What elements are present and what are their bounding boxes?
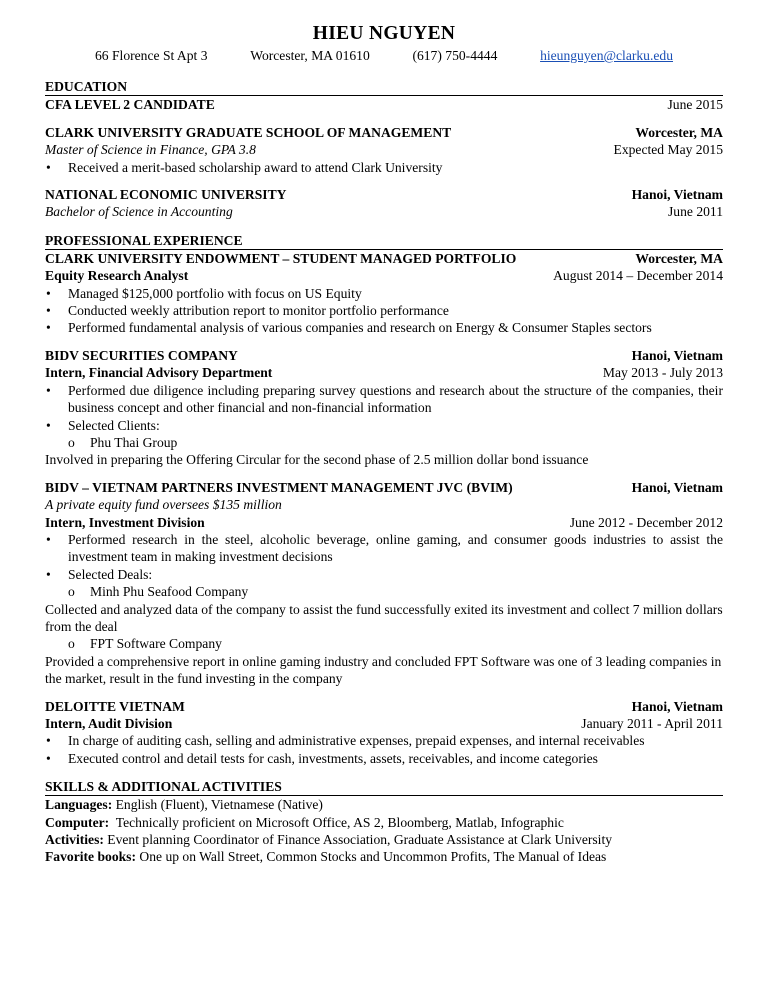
list-item: • Performed research in the steel, alcoholic beverage, online gaming, and consumer goods industries to assist the investment team in making investment decisions [45,531,723,566]
bidv-sec-location: Hanoi, Vietnam [631,347,723,363]
email-link[interactable]: hieunguyen@clarku.edu [540,48,673,63]
education-heading: EDUCATION [45,78,723,96]
bvim-company: BIDV – VIETNAM PARTNERS INVESTMENT MANAGEMENT JVC (BVIM) [45,479,513,495]
skill-activities [45,831,723,848]
endowment-bullets [45,285,723,337]
skills-heading: SKILLS & ADDITIONAL ACTIVITIES [45,778,723,796]
bidv-sec-company: BIDV SECURITIES COMPANY [45,347,238,363]
deloitte-bullets [45,732,723,767]
clark-row [45,124,723,141]
bidv-sec-bullets [45,382,723,434]
endowment-role: Equity Research Analyst [45,268,189,284]
list-item: • Conducted weekly attribution report to monitor portfolio performance [45,302,723,319]
bvim-location: Hanoi, Vietnam [631,479,723,495]
skill-value: One up on Wall Street, Common Stocks and Uncommon Profits, The Manual of Ideas [136,849,607,865]
deloitte-role: Intern, Audit Division [45,716,173,731]
resume-page [45,22,723,866]
deal-name: Minh Phu Seafood Company [90,584,249,600]
bidv-sec-note: Involved in preparing the Offering Circular for the second phase of 2.5 million dollar bond issuance [45,452,589,468]
resume-name: HIEU NGUYEN [312,23,456,44]
bidv-sec-dates: May 2013 - July 2013 [602,365,723,381]
neu-school: NATIONAL ECONOMIC UNIVERSITY [45,187,287,203]
list-item: • Received a merit-based scholarship award to attend Clark University [45,159,723,176]
clark-degree: Master of Science in Finance, GPA 3.8 [45,142,256,158]
bidv-sec-role-row [45,364,723,381]
skill-value: Event planning Coordinator of Finance Association, Graduate Assistance at Clark University [103,832,613,848]
sub-list-item: o Minh Phu Seafood Company [68,584,249,600]
deloitte-company: DELOITTE VIETNAM [45,698,185,714]
sub-list-item: o Phu Thai Group [68,434,178,450]
clark-degree-row [45,141,723,158]
contact-line [45,47,723,64]
clark-school: CLARK UNIVERSITY GRADUATE SCHOOL OF MANAGEMENT [45,124,452,140]
bidv-sec-role: Intern, Financial Advisory Department [45,365,273,381]
bidv-sec-row [45,347,723,364]
cfa-date: June 2015 [667,97,723,113]
clark-date: Expected May 2015 [613,142,723,158]
skill-languages [45,796,723,813]
bvim-role-row [45,514,723,531]
phone: (617) 750-4444 [412,48,498,63]
endowment-location: Worcester, MA [635,250,723,266]
deloitte-location: Hanoi, Vietnam [631,698,723,714]
skill-label: Languages: [45,797,113,813]
cfa-name: CFA LEVEL 2 CANDIDATE [45,97,215,113]
deloitte-role-row [45,715,723,732]
bvim-bullets [45,531,723,583]
deal-name: FPT Software Company [90,636,222,652]
list-item: • Selected Clients: [45,417,723,434]
neu-degree-row [45,203,723,220]
neu-location: Hanoi, Vietnam [631,187,723,203]
sub-list-item: o FPT Software Company [68,636,222,652]
endowment-role-row [45,267,723,284]
list-item: • Selected Deals: [45,566,723,583]
endowment-row [45,250,723,267]
clark-location: Worcester, MA [635,124,723,140]
list-item: • Performed fundamental analysis of various companies and research on Energy & Consumer Staples sectors [45,319,723,336]
skill-value: Technically proficient on Microsoft Office, AS 2, Bloomberg, Matlab, Infographic [109,814,564,830]
deloitte-dates: January 2011 - April 2011 [581,716,723,731]
list-item: • Executed control and detail tests for cash, investments, assets, receivables, and income categories [45,750,723,767]
city: Worcester, MA 01610 [250,48,370,63]
client-name: Phu Thai Group [90,434,178,450]
list-item: • Performed due diligence including preparing survey questions and research about the structure of the companies, their business concept and other financial and non-financial information [45,382,723,417]
bvim-note-2: Provided a comprehensive report in online gaming industry and concluded FPT Software was one of 3 leading companies in the market, result in the fund investing in the company [45,653,722,687]
bvim-tagline: A private equity fund oversees $135 million [45,497,282,513]
bvim-note-1: Collected and analyzed data of the company to assist the fund successfully exited its investment and collect 7 million dollars from the deal [45,601,723,634]
skill-label: Favorite books: [45,849,136,865]
cfa-row [45,96,723,113]
list-item: • In charge of auditing cash, selling and administrative expenses, prepaid expenses, and internal receivables [45,732,723,749]
deloitte-row [45,698,723,715]
skill-label: Activities: [45,832,104,848]
list-item: • Managed $125,000 portfolio with focus on US Equity [45,285,723,302]
neu-degree: Bachelor of Science in Accounting [45,204,233,220]
skill-computer [45,814,723,831]
bvim-role: Intern, Investment Division [45,514,205,530]
bvim-dates: June 2012 - December 2012 [569,514,723,530]
neu-date: June 2011 [668,204,723,220]
skill-books [45,848,723,865]
skill-value: English (Fluent), Vietnamese (Native) [112,797,323,813]
address: 66 Florence St Apt 3 [95,48,208,63]
skill-label: Computer: [45,814,110,830]
endowment-company: CLARK UNIVERSITY ENDOWMENT – STUDENT MANAGED PORTFOLIO [45,250,517,266]
neu-row [45,186,723,203]
bvim-row [45,479,723,496]
experience-heading: PROFESSIONAL EXPERIENCE [45,232,723,250]
endowment-dates: August 2014 – December 2014 [553,268,723,284]
clark-bullets [45,159,723,176]
